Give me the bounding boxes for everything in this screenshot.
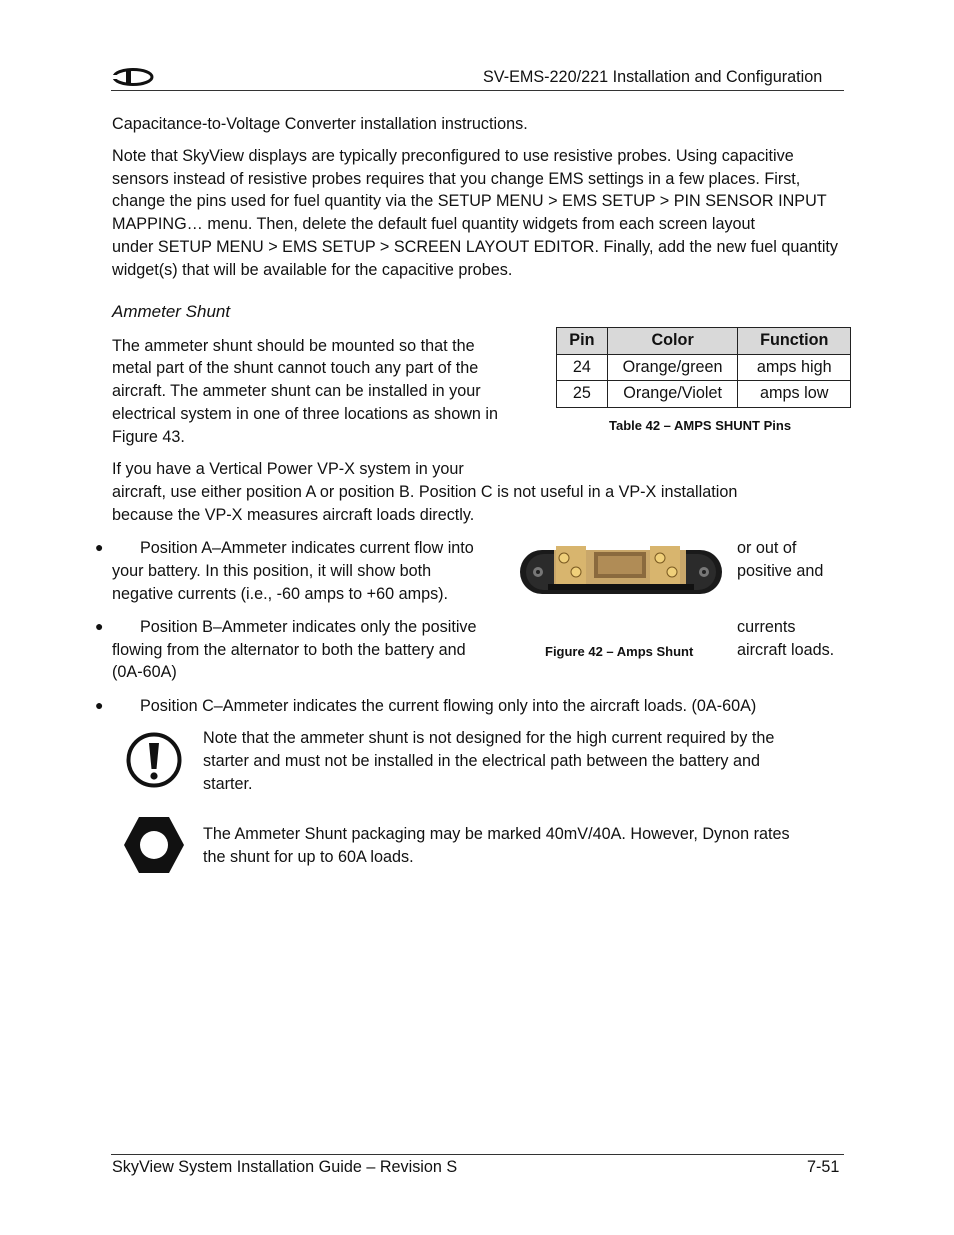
table-cell: amps high: [738, 354, 851, 381]
bullet-dot-icon: ●: [95, 539, 104, 555]
bullet-line: negative currents (i.e., -60 amps to +60 amps).: [112, 585, 449, 603]
bullet-line-right: aircraft loads.: [737, 641, 835, 659]
bullet-line: Position C–Ammeter indicates the current flowing only into the aircraft loads. (0A-60A): [140, 697, 757, 715]
hex-nut-icon: [122, 815, 186, 875]
table-header-row: [557, 328, 851, 355]
intro-para-line: change the pins used for fuel quantity via the SETUP MENU > EMS SETUP > PIN SENSOR INPUT: [112, 192, 827, 210]
table-cell: Orange/green: [607, 354, 738, 381]
para-line: electrical system in one of three locations as shown in: [112, 405, 498, 423]
intro-para-line: MAPPING… menu. Then, delete the default fuel quantity widgets from each screen layout: [112, 215, 756, 233]
para-line: The ammeter shunt should be mounted so that the: [112, 337, 475, 355]
bullet-dot-icon: ●: [95, 618, 104, 634]
header-title: SV-EMS-220/221 Installation and Configuration: [483, 68, 823, 86]
info-line: The Ammeter Shunt packaging may be marked 40mV/40A. However, Dynon rates: [203, 825, 790, 843]
header-rule: [111, 90, 844, 91]
para-line: metal part of the shunt cannot touch any part of the: [112, 359, 479, 377]
para-line: If you have a Vertical Power VP-X system in your: [112, 460, 464, 478]
bullet-line-right: or out of: [737, 539, 797, 557]
bullet-line-right: currents: [737, 618, 796, 636]
figure-caption: Figure 42 – Amps Shunt: [545, 644, 694, 659]
table-caption: Table 42 – AMPS SHUNT Pins: [609, 418, 792, 433]
bullet-line: (0A-60A): [112, 663, 177, 681]
para-line: because the VP-X measures aircraft loads directly.: [112, 506, 475, 524]
warning-line: Note that the ammeter shunt is not designed for the high current required by the: [203, 729, 775, 747]
intro-line: Capacitance-to-Voltage Converter installation instructions.: [112, 115, 528, 133]
intro-para-line: sensors instead of resistive probes requires that you change EMS settings in a few places. First,: [112, 170, 801, 188]
bullet-line: your battery. In this position, it will show both: [112, 562, 432, 580]
exclamation-circle-icon: [125, 731, 183, 789]
bullet-line-right: positive and: [737, 562, 824, 580]
para-line: aircraft, use either position A or position B. Position C is not useful in a VP-X installation: [112, 483, 738, 501]
table-cell: 24: [557, 354, 608, 381]
amps-shunt-image: [518, 540, 724, 600]
intro-para-line: Note that SkyView displays are typically preconfigured to use resistive probes. Using capacitive: [112, 147, 794, 165]
table-header-function: Function: [738, 328, 851, 355]
table-cell: 25: [557, 381, 608, 408]
bullet-line: Position B–Ammeter indicates only the positive: [140, 618, 477, 636]
section-heading: Ammeter Shunt: [112, 302, 231, 321]
warning-line: starter.: [203, 775, 253, 793]
footer-rule: [111, 1154, 844, 1155]
table-header-color: Color: [607, 328, 738, 355]
intro-para-line: under SETUP MENU > EMS SETUP > SCREEN LAYOUT EDITOR. Finally, add the new fuel quantity: [112, 238, 839, 256]
bullet-line: Position A–Ammeter indicates current flow into: [140, 539, 474, 557]
para-line: Figure 43.: [112, 428, 185, 446]
page-number: 7-51: [807, 1158, 840, 1176]
dynon-logo-icon: [112, 68, 154, 86]
table-row: [557, 354, 851, 381]
amps-shunt-pins-table: [556, 327, 851, 408]
bullet-line: flowing from the alternator to both the battery and: [112, 641, 466, 659]
table-header-pin: Pin: [557, 328, 608, 355]
info-line: the shunt for up to 60A loads.: [203, 848, 414, 866]
table-row: [557, 381, 851, 408]
table-cell: amps low: [738, 381, 851, 408]
footer-title: SkyView System Installation Guide – Revision S: [112, 1158, 458, 1176]
intro-para-line: widget(s) that will be available for the capacitive probes.: [112, 261, 513, 279]
table-cell: Orange/Violet: [607, 381, 738, 408]
para-line: aircraft. The ammeter shunt can be installed in your: [112, 382, 481, 400]
warning-line: starter and must not be installed in the electrical path between the battery and: [203, 752, 761, 770]
bullet-dot-icon: ●: [95, 697, 104, 713]
